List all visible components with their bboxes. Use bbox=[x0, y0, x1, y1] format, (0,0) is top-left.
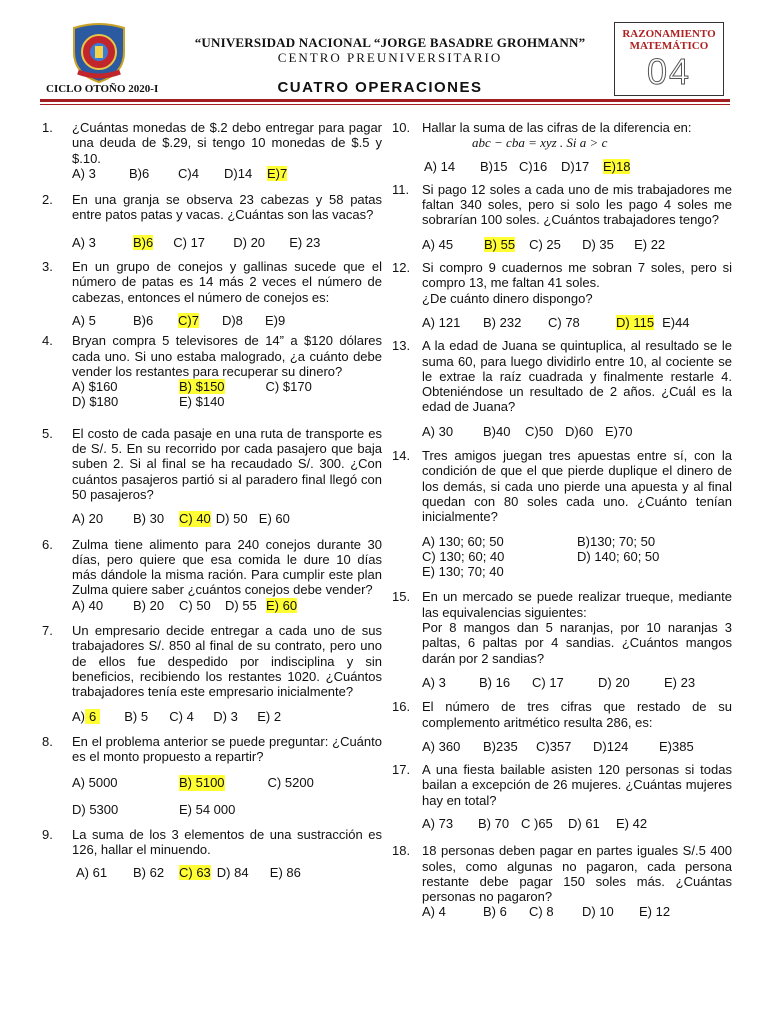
option: C) $170 bbox=[265, 379, 312, 395]
question-15 bbox=[392, 589, 732, 690]
option-highlighted: E) 60 bbox=[266, 597, 298, 613]
question-text: En un grupo de conejos y gallinas sucede que el número de patas es 14 más 2 veces el número de cabezas, entonces el número de conejos es: bbox=[72, 259, 382, 305]
answer-options bbox=[422, 816, 732, 831]
question-14 bbox=[392, 448, 732, 579]
page-title: CUATRO OPERACIONES bbox=[277, 79, 483, 96]
option-highlighted: B)6 bbox=[133, 234, 154, 250]
answer-options bbox=[72, 166, 382, 181]
question-text: La suma de los 3 elementos de una sustracción es 126, hallar el minuendo. bbox=[72, 826, 382, 858]
answer-options bbox=[72, 865, 382, 880]
option-highlighted: C) 63 bbox=[179, 864, 211, 880]
option: A) 5 bbox=[72, 312, 96, 328]
option-highlighted: C)7 bbox=[178, 312, 199, 328]
question-7 bbox=[42, 623, 382, 724]
option: B) 5 bbox=[124, 708, 149, 724]
question-4 bbox=[42, 333, 382, 409]
question-8 bbox=[42, 734, 382, 817]
option: D)60 bbox=[565, 423, 594, 439]
question-number: 6. bbox=[42, 536, 53, 552]
question-text: Tres amigos juegan tres apuestas entre sí, con la condición de que el que pierde duplique el dinero de los demás, si cada uno pierde una apuesta y al final quedan con 80 soles cada uno. ¿Cuánto tenían inicialmente? bbox=[422, 448, 732, 525]
option: C) 25 bbox=[529, 236, 561, 252]
left-column bbox=[42, 120, 382, 880]
answer-options bbox=[72, 235, 382, 250]
option: A) 73 bbox=[422, 815, 454, 831]
question-number: 12. bbox=[392, 260, 411, 276]
answer-options bbox=[422, 675, 732, 690]
question-9 bbox=[42, 827, 382, 880]
option: C)16 bbox=[519, 158, 548, 174]
option: B) 16 bbox=[479, 674, 511, 690]
answer-options bbox=[72, 511, 382, 526]
question-text: ¿Cuántas monedas de $.2 debo entregar para pagar una deuda de $.29, si tengo 10 monedas de $.5 y $.10. bbox=[72, 120, 382, 166]
option-highlighted: E)18 bbox=[603, 158, 631, 174]
question-number: 11. bbox=[392, 181, 410, 197]
topic-line-2: MATEMÁTICO bbox=[629, 40, 709, 52]
answer-options bbox=[422, 237, 732, 252]
answer-options bbox=[72, 379, 382, 394]
university-logo bbox=[68, 22, 130, 84]
answer-options bbox=[422, 315, 732, 330]
question-text: A la edad de Juana se quintuplica, al resultado se le suma 60, para luego dividirlo entre 10, al cociente se le extrae la raíz cuadrada y finalmente restarle 4. Obteniéndose un resultado de 2 años. ¿Cuál es la edad de Juana? bbox=[422, 338, 732, 415]
answer-options bbox=[422, 534, 732, 580]
question-number: 16. bbox=[392, 699, 411, 715]
option: A) 4 bbox=[422, 904, 446, 920]
option: A) bbox=[72, 708, 85, 724]
question-text: Si compro 9 cuadernos me sobran 7 soles, pero si compro 13, me faltan 41 soles. bbox=[422, 260, 732, 291]
answer-options bbox=[422, 739, 732, 754]
option: C) 130; 60; 40 bbox=[422, 548, 505, 564]
question-5 bbox=[42, 426, 382, 527]
option: E)9 bbox=[264, 312, 286, 328]
question-number: 7. bbox=[42, 623, 53, 639]
question-number: 1. bbox=[42, 120, 53, 135]
question-text: Zulma tiene alimento para 240 conejos durante 30 días, pero quiere que esa comida le dure 10 días más dándole la misma ración. Para cumplir este plan Zulma quiere saber ¿cuántos conejos debe vender? bbox=[72, 536, 382, 598]
answer-options bbox=[72, 394, 382, 409]
option: A) 30 bbox=[422, 423, 454, 439]
option: C) 17 bbox=[532, 674, 564, 690]
option: A) 360 bbox=[422, 738, 461, 754]
answer-options bbox=[72, 802, 382, 817]
option: E) 22 bbox=[634, 236, 666, 252]
option: D)8 bbox=[221, 312, 243, 328]
option: B) 20 bbox=[133, 597, 165, 613]
option: D)17 bbox=[561, 158, 590, 174]
option: E)70 bbox=[605, 423, 633, 439]
question-text-2: Por 8 mangos dan 5 naranjas, por 10 naranjas 3 paltas, 6 paltas por 4 sandias. ¿Cuántos mangos darán por 2 sandias? bbox=[422, 620, 732, 666]
answer-options bbox=[422, 904, 732, 919]
question-text: Si pago 12 soles a cada uno de mis trabajadores me faltan 340 soles, pero si solo les pago 4 soles me sobrarían 100 soles. ¿Cuántos trabajadores tengo? bbox=[422, 181, 732, 228]
option: D) 84 bbox=[216, 864, 249, 880]
option: E) 23 bbox=[664, 674, 696, 690]
option: E) 54 000 bbox=[179, 801, 236, 817]
topic-line-1: RAZONAMIENTO bbox=[622, 28, 716, 40]
cycle-label: CICLO OTOÑO 2020-I bbox=[46, 83, 159, 95]
option: B)6 bbox=[129, 165, 150, 181]
option: B)6 bbox=[133, 312, 154, 328]
question-12 bbox=[392, 260, 732, 330]
right-column bbox=[392, 120, 732, 920]
option: A) $160 bbox=[72, 379, 118, 395]
question-11 bbox=[392, 182, 732, 252]
option: A) 20 bbox=[72, 511, 104, 527]
option: A) 45 bbox=[422, 236, 454, 252]
option: E) 42 bbox=[616, 815, 648, 831]
answer-options bbox=[422, 159, 732, 174]
question-text: El número de tres cifras que restado de su complemento aritmético resulta 286, es: bbox=[422, 699, 732, 730]
option: A) 61 bbox=[76, 864, 108, 880]
option: A) 121 bbox=[422, 314, 461, 330]
option: B)235 bbox=[483, 738, 518, 754]
question-18 bbox=[392, 843, 732, 919]
option: D) 140; 60; 50 bbox=[577, 548, 660, 564]
question-number: 2. bbox=[42, 192, 53, 208]
option-highlighted: B) $150 bbox=[179, 379, 225, 395]
option: B)15 bbox=[480, 158, 508, 174]
question-text: En un mercado se puede realizar trueque, mediante las equivalencias siguientes: bbox=[422, 589, 732, 620]
option: B) 30 bbox=[133, 511, 165, 527]
option: D) $180 bbox=[72, 394, 119, 410]
formula: abc − cba = xyz . Si a > c bbox=[472, 135, 608, 151]
option: C) 17 bbox=[173, 234, 206, 250]
option-highlighted: B) 55 bbox=[484, 236, 516, 252]
question-16 bbox=[392, 699, 732, 754]
answer-options bbox=[72, 709, 382, 724]
question-number: 3. bbox=[42, 259, 53, 275]
option: C)50 bbox=[525, 423, 554, 439]
question-6 bbox=[42, 537, 382, 613]
answer-options bbox=[72, 598, 382, 613]
question-number: 9. bbox=[42, 826, 53, 842]
option: A) 130; 60; 50 bbox=[422, 533, 504, 549]
option: A) 40 bbox=[72, 597, 104, 613]
option-highlighted: D) 115 bbox=[616, 314, 655, 330]
question-text: 18 personas deben pagar en partes iguales S/.5 400 soles, como algunas no pagaron, cada persona restante debe pagar 150 soles más. ¿Cuántas personas no pagaron? bbox=[422, 843, 732, 905]
option: D) 61 bbox=[568, 815, 600, 831]
question-number: 14. bbox=[392, 448, 411, 464]
question-number: 10. bbox=[392, 120, 411, 135]
question-text: Un empresario decide entregar a cada uno de sus trabajadores S/. 850 al final de su contrato, pero uno de ellos fue despedido por indisciplina y sin beneficios, recibiendo los restantes 1020. ¿Cuántos trabajadores tenía este empresario inicialmente? bbox=[72, 623, 382, 700]
header-rule bbox=[40, 99, 730, 102]
option: C) 78 bbox=[548, 314, 580, 330]
option: C) 8 bbox=[529, 904, 554, 920]
option: B) 6 bbox=[483, 904, 507, 920]
answer-options bbox=[72, 775, 382, 790]
option: E) 12 bbox=[639, 904, 671, 920]
option: C )65 bbox=[521, 815, 553, 831]
center-name: CENTRO PREUNIVERSITARIO bbox=[277, 50, 503, 65]
option: D) 50 bbox=[215, 511, 248, 527]
question-number: 15. bbox=[392, 589, 411, 605]
option: A) 3 bbox=[72, 165, 96, 181]
option: D) 35 bbox=[582, 236, 614, 252]
option: C)357 bbox=[536, 738, 572, 754]
question-number: 13. bbox=[392, 338, 411, 354]
option: E) 2 bbox=[257, 708, 282, 724]
option: C) 4 bbox=[169, 708, 194, 724]
question-2 bbox=[42, 192, 382, 250]
option: D)14 bbox=[224, 165, 253, 181]
unit-number: 04 bbox=[646, 51, 692, 92]
option: E) 130; 70; 40 bbox=[422, 564, 504, 580]
question-text: Hallar la suma de las cifras de la diferencia en: bbox=[422, 120, 692, 135]
topic-label bbox=[615, 28, 723, 52]
option: D) 3 bbox=[213, 708, 238, 724]
option: D) 20 bbox=[598, 674, 630, 690]
question-text-2: ¿De cuánto dinero dispongo? bbox=[422, 290, 593, 306]
option: A) 3 bbox=[422, 674, 446, 690]
option-highlighted: 6 bbox=[85, 709, 100, 724]
question-number: 17. bbox=[392, 762, 411, 778]
option: E) 23 bbox=[289, 234, 321, 250]
question-text: A una fiesta bailable asisten 120 personas si todas bailan a excepción de 26 mujeres. ¿Cuántas mujeres hay en total? bbox=[422, 762, 732, 808]
option: A) 3 bbox=[72, 234, 96, 250]
option-highlighted: B) 5100 bbox=[179, 775, 225, 791]
option: D) 55 bbox=[225, 597, 257, 613]
answer-options bbox=[72, 313, 382, 328]
question-number: 5. bbox=[42, 425, 53, 441]
option: C)4 bbox=[178, 165, 199, 181]
question-13 bbox=[392, 338, 732, 439]
question-3 bbox=[42, 259, 382, 328]
option: E) 86 bbox=[269, 864, 301, 880]
question-text: El costo de cada pasaje en una ruta de transporte es de S/. 5. En su recorrido por cada pasajero que baja suben 2. Si al final se ha recaudado S/. 300. ¿Con cuántos pasajeros partió si al paradero final llegó con 50 pasajeros? bbox=[72, 425, 382, 502]
option: C) 50 bbox=[179, 597, 211, 613]
option: B) 70 bbox=[478, 815, 510, 831]
question-10 bbox=[392, 120, 732, 174]
option: E)44 bbox=[662, 314, 690, 330]
question-17 bbox=[392, 762, 732, 831]
option: B)40 bbox=[483, 423, 511, 439]
question-number: 4. bbox=[42, 333, 53, 349]
university-name: “UNIVERSIDAD NACIONAL “JORGE BASADRE GROHMANN” bbox=[194, 35, 586, 50]
question-text: En el problema anterior se puede preguntar: ¿Cuánto es el monto propuesto a repartir? bbox=[72, 733, 382, 765]
header-rule-thin bbox=[40, 104, 730, 105]
option: E) 60 bbox=[258, 511, 290, 527]
option: C) 5200 bbox=[267, 775, 314, 791]
option: D) 5300 bbox=[72, 801, 119, 817]
option: D) 10 bbox=[582, 904, 614, 920]
option-highlighted: C) 40 bbox=[179, 511, 211, 527]
question-number: 8. bbox=[42, 733, 53, 749]
option: E)385 bbox=[659, 738, 694, 754]
option: D)124 bbox=[593, 738, 629, 754]
option: A) 14 bbox=[424, 158, 456, 174]
option: E) $140 bbox=[179, 394, 225, 410]
option-highlighted: E)7 bbox=[267, 165, 288, 181]
answer-options bbox=[422, 424, 732, 439]
option: B)130; 70; 50 bbox=[577, 533, 656, 549]
question-number: 18. bbox=[392, 843, 411, 859]
question-text: Bryan compra 5 televisores de 14” a $120 dólares cada uno. Si uno estaba malogrado, ¿a cuánto debe vender los restantes para recuperar su dinero? bbox=[72, 333, 382, 379]
option: B) 232 bbox=[483, 314, 522, 330]
topic-box bbox=[614, 22, 724, 96]
option: B) 62 bbox=[133, 864, 165, 880]
question-text: En una granja se observa 23 cabezas y 58 patas entre patos patas y vacas. ¿Cuántas son las vacas? bbox=[72, 192, 382, 223]
option: A) 5000 bbox=[72, 775, 118, 791]
option: D) 20 bbox=[233, 234, 266, 250]
question-1 bbox=[42, 120, 382, 181]
